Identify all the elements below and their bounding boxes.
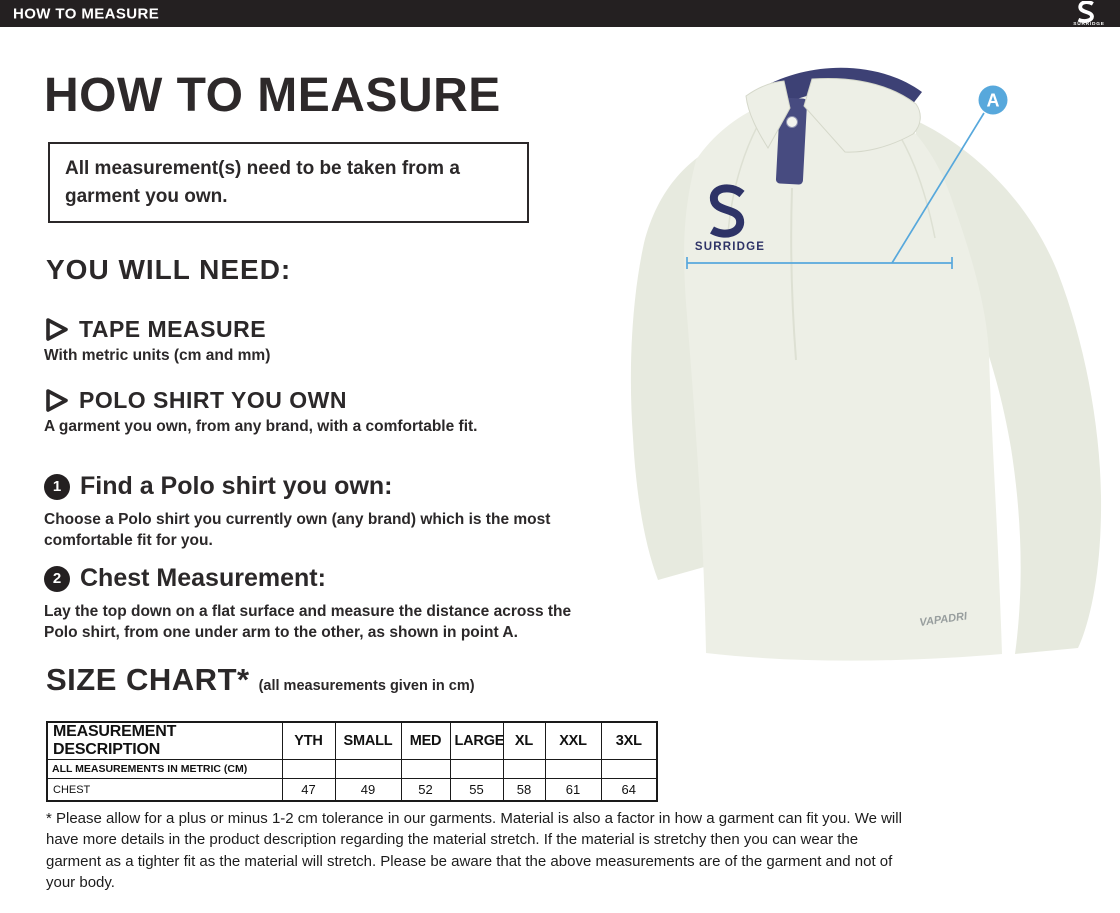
size-chart-title: SIZE CHART* <box>46 662 250 697</box>
row-label: ALL MEASUREMENTS IN METRIC (CM) <box>47 760 282 779</box>
cell <box>282 760 335 779</box>
top-title-bar <box>0 0 1120 27</box>
cell <box>335 760 401 779</box>
col-header: MED <box>401 722 450 760</box>
cell <box>450 760 503 779</box>
play-triangle-icon <box>44 317 69 342</box>
fabric-logo-text: VAPADRI <box>918 610 968 629</box>
cell <box>401 760 450 779</box>
step-number-badge: 1 <box>44 474 70 500</box>
col-header: XL <box>503 722 545 760</box>
need-item-polo-shirt <box>44 387 477 436</box>
size-chart-heading <box>46 662 475 698</box>
cell: 64 <box>601 779 657 802</box>
col-header: XXL <box>545 722 601 760</box>
col-header: YTH <box>282 722 335 760</box>
play-triangle-icon <box>44 388 69 413</box>
col-header: LARGE <box>450 722 503 760</box>
col-header: SMALL <box>335 722 401 760</box>
cell: 55 <box>450 779 503 802</box>
tolerance-footnote: * Please allow for a plus or minus 1-2 cm tolerance in our garments. Material is also a factor in how a garment can fit you. We will have more details in the product description regarding the material stretch. If the material is stretchy then you can wear the garment as a tighter fit as the material will stretch. Please be aware that the above measurements are of the garment and not of your body. <box>46 810 902 892</box>
table-row <box>47 760 657 779</box>
step-title: Find a Polo shirt you own: <box>80 472 393 500</box>
step-title: Chest Measurement: <box>80 564 326 592</box>
col-header: 3XL <box>601 722 657 760</box>
you-will-need-heading: YOU WILL NEED: <box>46 254 292 285</box>
size-chart-table <box>46 721 658 802</box>
surridge-logo-wordmark: SURRIDGE <box>1073 22 1105 26</box>
surridge-logo-icon <box>1066 1 1112 26</box>
col-header: MEASUREMENT DESCRIPTION <box>47 722 282 760</box>
need-item-title: POLO SHIRT YOU OWN <box>79 387 347 413</box>
cell: 47 <box>282 779 335 802</box>
need-item-description: A garment you own, from any brand, with a comfortable fit. <box>44 418 478 435</box>
table-header-row <box>47 722 657 760</box>
cell: 52 <box>401 779 450 802</box>
step-1 <box>44 472 604 552</box>
need-item-tape-measure <box>44 316 270 365</box>
polo-shirt-image <box>620 48 1120 693</box>
need-item-title: TAPE MEASURE <box>79 316 267 342</box>
cell <box>503 760 545 779</box>
size-chart-units-note: (all measurements given in cm) <box>258 678 475 694</box>
step-description: Lay the top down on a flat surface and measure the distance across the Polo shirt, from one under arm to the other, as shown in point A. <box>44 603 572 642</box>
cell <box>601 760 657 779</box>
collar-button <box>787 117 798 128</box>
surridge-wordmark: SURRIDGE <box>694 241 766 253</box>
cell <box>545 760 601 779</box>
page-title: HOW TO MEASURE <box>44 69 501 122</box>
cell: 58 <box>503 779 545 802</box>
step-description: Choose a Polo shirt you currently own (any brand) which is the most comfortable fit for you. <box>44 511 551 550</box>
cell: 61 <box>545 779 601 802</box>
row-label: CHEST <box>47 779 282 802</box>
step-2 <box>44 564 604 644</box>
table-row <box>47 779 657 802</box>
topbar-title: HOW TO MEASURE <box>13 5 160 22</box>
need-item-description: With metric units (cm and mm) <box>44 347 271 364</box>
point-a-label: A <box>986 90 1000 111</box>
measurement-note-box: All measurement(s) need to be taken from a garment you own. <box>48 142 529 223</box>
cell: 49 <box>335 779 401 802</box>
step-number-badge: 2 <box>44 566 70 592</box>
